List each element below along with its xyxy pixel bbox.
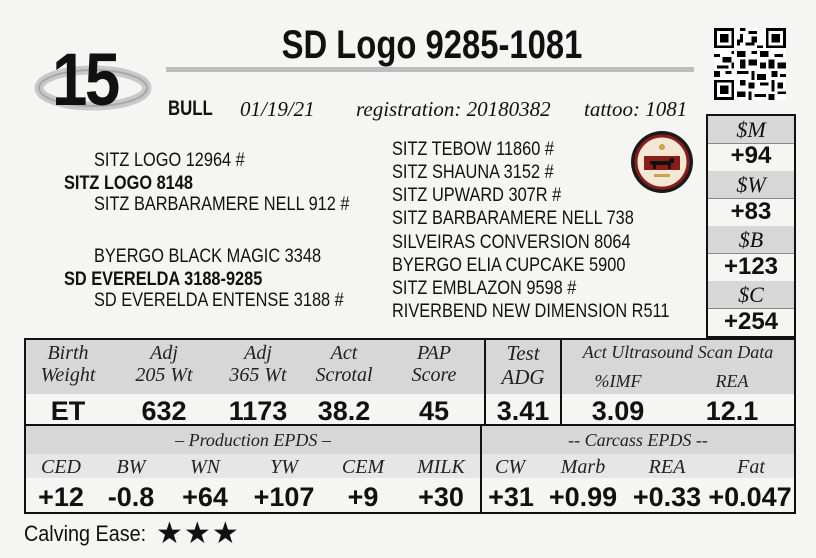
registration-number: registration: 20180382: [356, 97, 551, 121]
sex-label: BULL: [168, 97, 213, 120]
qr-code-icon[interactable]: [714, 28, 786, 100]
animal-title: SD Logo 9285-1081: [281, 23, 583, 67]
epd-value-cem: +9: [347, 482, 379, 512]
epd-value-cw: +31: [488, 482, 534, 512]
dollar-label: $B: [708, 226, 794, 254]
epd-label-bw: BW: [116, 456, 146, 478]
epd-label-cw: CW: [495, 456, 525, 478]
epd-value-fat: +0.047: [708, 482, 792, 512]
epd-label-rea: REA: [648, 456, 686, 478]
header-ultrasound: Act Ultrasound Scan Data: [582, 342, 774, 362]
dollar-label: $C: [708, 281, 794, 309]
pedigree-ggp: BYERGO ELIA CUPCAKE 5900: [392, 255, 626, 276]
pedigree-ggp: SITZ BARBARAMERE NELL 738: [392, 208, 634, 229]
header-scrotal: Act: [330, 342, 358, 364]
value-pap: 45: [418, 396, 450, 426]
epd-label-wn: WN: [190, 456, 220, 478]
value-adj-205: 632: [141, 396, 187, 426]
header-adj-365: 365 Wt: [229, 364, 287, 386]
epd-value-yw: +107: [253, 482, 315, 512]
header-birth-weight: Birth: [47, 342, 89, 364]
dollar-value: +94: [730, 142, 772, 169]
pedigree-ggp: SITZ UPWARD 307R #: [392, 185, 562, 206]
star-icon: ★: [156, 517, 184, 550]
epd-value-wn: +64: [182, 482, 228, 512]
value-rea: 12.1: [705, 396, 759, 426]
value-adj-365: 1173: [228, 396, 288, 426]
value-test-adg: 3.41: [496, 396, 550, 426]
dollar-value: +123: [723, 253, 779, 280]
pedigree-sire: SITZ LOGO 8148: [64, 173, 193, 194]
header-adj-205: 205 Wt: [135, 364, 193, 386]
calving-ease-stars: [156, 518, 240, 550]
epd-label-cem: CEM: [341, 456, 385, 478]
breed-seal-logo: [630, 130, 694, 194]
dollar-label: $M: [708, 116, 794, 144]
header-pap: Score: [411, 364, 457, 386]
value-imf: 3.09: [591, 396, 645, 426]
header-pap: PAP: [416, 342, 452, 364]
performance-table: [24, 338, 796, 426]
header-test-adg: ADG: [501, 365, 545, 389]
dollar-value: +254: [723, 308, 779, 335]
epd-label-marb: Marb: [560, 456, 606, 478]
pedigree-ggp: SITZ SHAUNA 3152 #: [392, 162, 554, 183]
dollar-label: $W: [708, 171, 794, 199]
header-test-adg: Test: [506, 341, 540, 365]
epd-label-fat: Fat: [737, 456, 765, 478]
lot-number: 15: [52, 38, 118, 121]
pedigree-ggp: RIVERBEND NEW DIMENSION R511: [392, 301, 670, 322]
value-birth-weight: ET: [50, 396, 86, 426]
production-epds-title: – Production EPDS –: [175, 430, 331, 450]
epd-value-marb: +0.99: [548, 482, 618, 512]
pedigree-dam-dam: SD EVERELDA ENTENSE 3188 #: [94, 290, 344, 311]
header-adj-205: Adj: [150, 342, 178, 364]
value-scrotal: 38.2: [317, 396, 371, 426]
epd-table: [24, 426, 796, 514]
epd-value-bw: -0.8: [107, 482, 155, 512]
star-icon: ★: [211, 517, 240, 550]
epd-value-milk: +30: [418, 482, 464, 512]
pedigree-ggp: SITZ EMBLAZON 9598 #: [392, 278, 577, 299]
pedigree-sire-dam: SITZ BARBARAMERE NELL 912 #: [94, 194, 350, 215]
birth-date: 01/19/21: [240, 97, 315, 121]
pedigree-sire-sire: SITZ LOGO 12964 #: [94, 150, 245, 171]
star-icon: ★: [183, 517, 212, 550]
epd-value-rea: +0.33: [632, 482, 702, 512]
header-scrotal: Scrotal: [315, 364, 373, 386]
calving-ease-label: Calving Ease:: [24, 521, 147, 546]
dollar-value: +83: [730, 198, 772, 225]
dollar-values-box: [706, 114, 796, 338]
epd-label-milk: MILK: [417, 456, 465, 478]
header-adj-365: Adj: [244, 342, 272, 364]
header-rea: REA: [715, 371, 749, 391]
epd-label-ced: CED: [41, 456, 81, 478]
epd-value-ced: +12: [38, 482, 84, 512]
title-rule: [166, 67, 694, 72]
tattoo-number: tattoo: 1081: [584, 97, 688, 121]
header-imf: %IMF: [594, 371, 642, 391]
pedigree-ggp: SITZ TEBOW 11860 #: [392, 139, 554, 160]
carcass-epds-title: -- Carcass EPDS --: [568, 430, 708, 450]
pedigree-dam-sire: BYERGO BLACK MAGIC 3348: [94, 246, 322, 267]
epd-label-yw: YW: [270, 456, 298, 478]
header-birth-weight: Weight: [40, 364, 96, 386]
pedigree-ggp: SILVEIRAS CONVERSION 8064: [392, 232, 631, 253]
pedigree-dam: SD EVERELDA 3188-9285: [64, 269, 263, 290]
